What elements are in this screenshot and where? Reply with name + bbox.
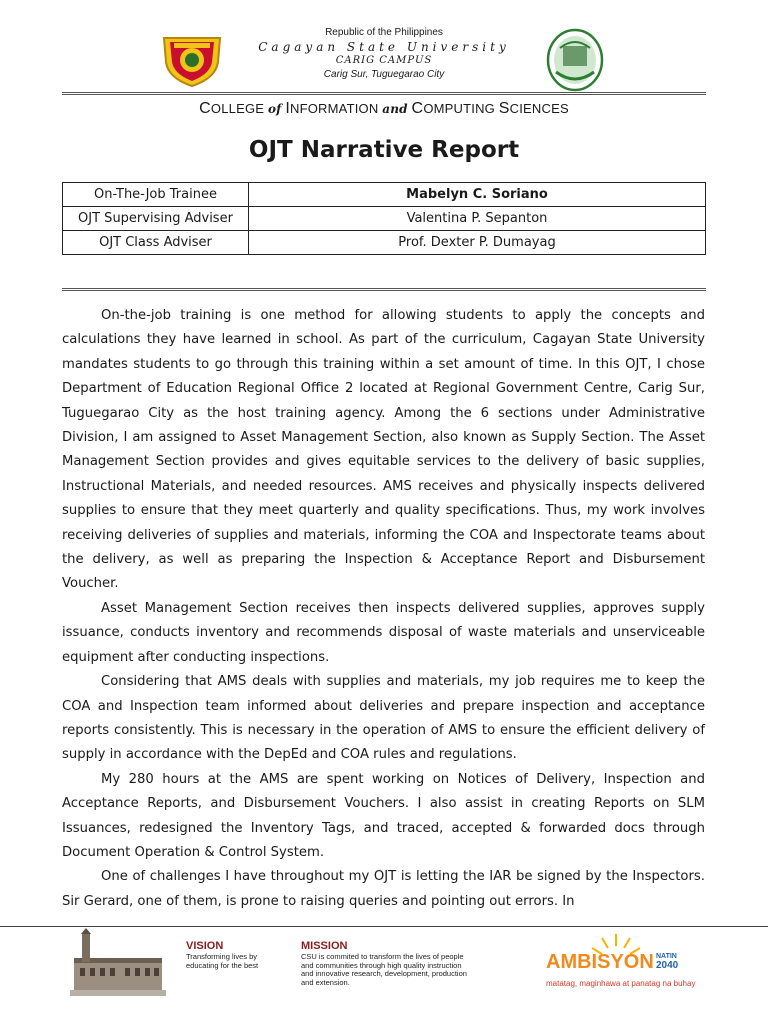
paragraph: One of challenges I have throughout my OJT is letting the IAR be signed by the Inspectors. Sir Gerard, one of them, is prone to raising queries and pointing out errors. In xyxy=(62,869,705,909)
college-word: OMPUTING xyxy=(423,101,495,116)
paragraph: Asset Management Section receives then inspects delivered supplies, approves supply issuance, conducts inventory and recommends disposal of waste materials and unserviceable equipment after conducting inspections. xyxy=(62,600,705,665)
college-word: NFORMATION xyxy=(290,101,379,116)
info-label: OJT Class Adviser xyxy=(63,231,249,255)
college-letter: C xyxy=(411,100,424,117)
college-letter: I xyxy=(285,100,290,117)
university-header-text xyxy=(234,26,534,82)
table-row xyxy=(63,207,706,231)
university-name: Cagayan State University xyxy=(258,40,510,54)
table-row xyxy=(63,183,706,207)
ambisyon-word: AMBISYON xyxy=(546,951,654,973)
campus-name: CARIG CAMPUS xyxy=(335,55,433,66)
mission-title: MISSION xyxy=(301,940,348,952)
trainee-info-table xyxy=(62,182,706,255)
info-label: On-The-Job Trainee xyxy=(63,183,249,207)
ambisyon-natin: NATIN xyxy=(656,953,677,960)
report-title: OJT Narrative Report xyxy=(248,137,520,163)
ambisyon-year: 2040 xyxy=(656,960,679,971)
info-label: OJT Supervising Adviser xyxy=(63,207,249,231)
ambisyon-natin-2040-logo xyxy=(544,928,724,996)
info-value: Valentina P. Sepanton xyxy=(249,207,706,231)
campus-address: Carig Sur, Tuguegarao City xyxy=(323,69,445,80)
college-word: CIENCES xyxy=(509,101,569,116)
college-letter: S xyxy=(498,100,510,117)
college-letter: C xyxy=(199,100,211,117)
college-connector: and xyxy=(382,102,408,116)
campus-building-image xyxy=(70,928,166,996)
ambisyon-tagline: matatag, maginhawa at panatag na buhay xyxy=(546,979,696,988)
section-divider xyxy=(62,288,706,291)
table-row xyxy=(63,231,706,255)
college-connector: of xyxy=(267,102,282,116)
info-value: Prof. Dexter P. Dumayag xyxy=(249,231,706,255)
footer-divider xyxy=(0,926,768,927)
header-divider xyxy=(62,92,706,95)
narrative-body xyxy=(62,304,705,914)
vision-text: Transforming lives by educating for the best xyxy=(186,952,259,970)
college-seal-logo xyxy=(546,28,604,92)
paragraph: My 280 hours at the AMS are spent working on Notices of Delivery, Inspection and Acceptance Reports, and Disbursement Vouchers. I also assist in creating Reports on SLM Issuances, redesigned the Inventory Tags, and traced, accepted & forwarded docs through Document Operation & Control System. xyxy=(62,771,705,860)
vision-title: VISION xyxy=(186,940,224,952)
paragraph: On-the-job training is one method for allowing students to apply the concepts and calculations they have learned in school. As part of the curriculum, Cagayan State University mandates students to go through this training within a set amount of time. In this OJT, I chose Department of Education Regional Office 2 located at Regional Government Centre, Carig Sur, Tuguegarao City as the host training agency. Among the 6 sections under Administrative Division, I am assigned to Asset Management Section, also known as Supply Section. The Asset Management Section provides and gives equitable services to the delivery of basic supplies, Instructional Materials, and needed resources. AMS receives and physically inspects delivered supplies to ensure that they meet quarterly and quality specifications. Thus, my work involves receiving deliveries of supplies and materials, informing the COA and Inspectorate teams about the delivery, as well as preparing the Inspection & Acceptance Report and Disbursement Voucher. xyxy=(62,308,705,592)
mission-text: CSU is commited to transform the lives of people and communities through high quality instruction and innovative research, development, production and extension. xyxy=(301,952,467,987)
paragraph: Considering that AMS deals with supplies and materials, my job requires me to keep the COA and Inspection team informed about deliveries and prepare inspection and acceptance reports consistently. This is necessary in the operation of AMS to ensure the efficient delivery of supply in accordance with the DepEd and COA rules and regulations. xyxy=(62,674,705,763)
college-word: OLLEGE xyxy=(210,101,265,116)
csu-seal-logo xyxy=(160,32,224,88)
letterhead xyxy=(0,22,768,92)
info-value: Mabelyn C. Soriano xyxy=(249,183,706,207)
republic-line: Republic of the Philippines xyxy=(325,27,443,38)
college-name xyxy=(0,100,768,118)
